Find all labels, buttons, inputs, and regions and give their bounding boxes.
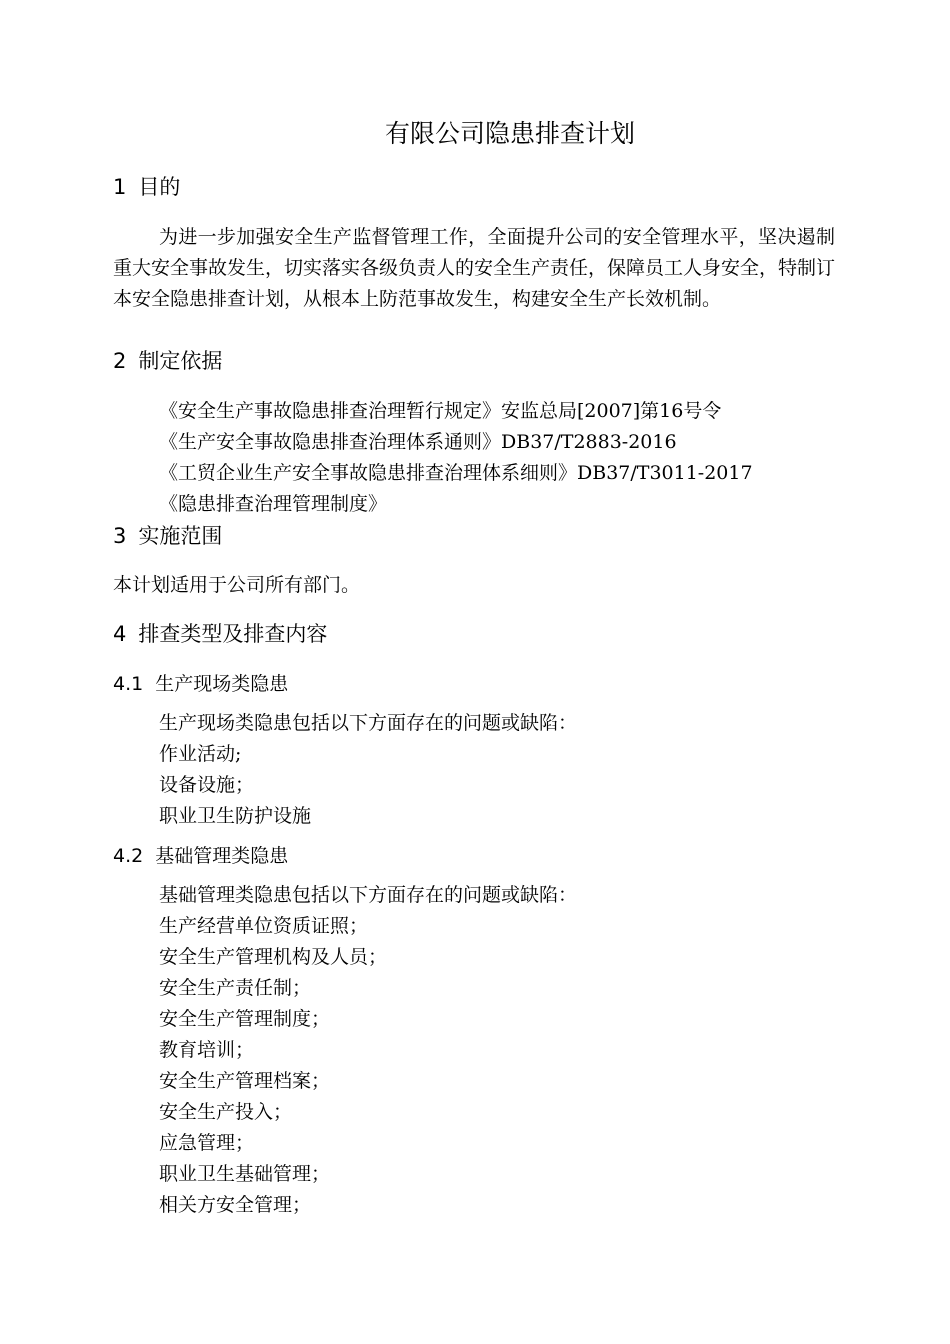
list-item: 生产经营单位资质证照； [159,915,369,937]
section-2-heading [113,346,222,376]
list-item: 相关方安全管理； [159,1194,312,1216]
section-number: 4 [113,622,127,646]
management-hazard-list [159,880,859,1221]
list-item: 安全生产管理制度； [159,1008,331,1030]
basis-list [159,396,859,520]
purpose-paragraph: 为进一步加强安全生产监督管理工作，全面提升公司的安全管理水平，坚决遏制重大安全事故发生，切实落实各级负责人的安全生产责任，保障员工人身安全，特制订本安全隐患排查计划，从根本上防范事故发生，构建安全生产长效机制。 [113,226,836,310]
list-item: 安全生产责任制； [159,977,312,999]
section-title: 目的 [138,175,181,199]
list-item: 《工贸企业生产安全事故隐患排查治理体系细则》DB37/T3011-2017 [159,462,753,484]
subsection-number: 4.1 [113,673,144,695]
list-item: 《隐患排查治理管理制度》 [159,493,388,515]
list-item: 应急管理； [159,1132,255,1154]
section-4-heading [113,619,327,649]
list-item: 安全生产管理机构及人员； [159,946,388,968]
site-hazard-list [159,708,859,832]
list-item: 安全生产管理档案； [159,1070,331,1092]
scope-text: 本计划适用于公司所有部门。 [113,574,361,596]
section-number: 3 [113,524,127,548]
list-item: 职业卫生防护设施 [159,805,312,827]
list-item: 设备设施； [159,774,255,796]
subsection-4-1-heading [113,670,288,698]
list-item: 《安全生产事故隐患排查治理暂行规定》安监总局[2007]第16号令 [159,400,722,422]
document-title: 有限公司隐患排查计划 [384,119,635,148]
section-3-heading [113,521,222,551]
section-title: 排查类型及排查内容 [138,622,328,646]
subsection-4-2-heading [113,842,288,870]
subsection-number: 4.2 [113,845,144,867]
list-item: 教育培训； [159,1039,255,1061]
list-item: 基础管理类隐患包括以下方面存在的问题或缺陷： [159,884,578,906]
subsection-title: 基础管理类隐患 [155,845,289,867]
section-1-heading [113,172,180,202]
section-title: 实施范围 [138,524,223,548]
list-item: 作业活动; [159,743,242,765]
section-number: 2 [113,349,127,373]
subsection-title: 生产现场类隐患 [155,673,289,695]
list-item: 生产现场类隐患包括以下方面存在的问题或缺陷： [159,712,578,734]
section-title: 制定依据 [138,349,223,373]
section-number: 1 [113,175,127,199]
list-item: 安全生产投入； [159,1101,293,1123]
list-item: 《生产安全事故隐患排查治理体系通则》DB37/T2883-2016 [159,431,677,453]
list-item: 职业卫生基础管理； [159,1163,331,1185]
